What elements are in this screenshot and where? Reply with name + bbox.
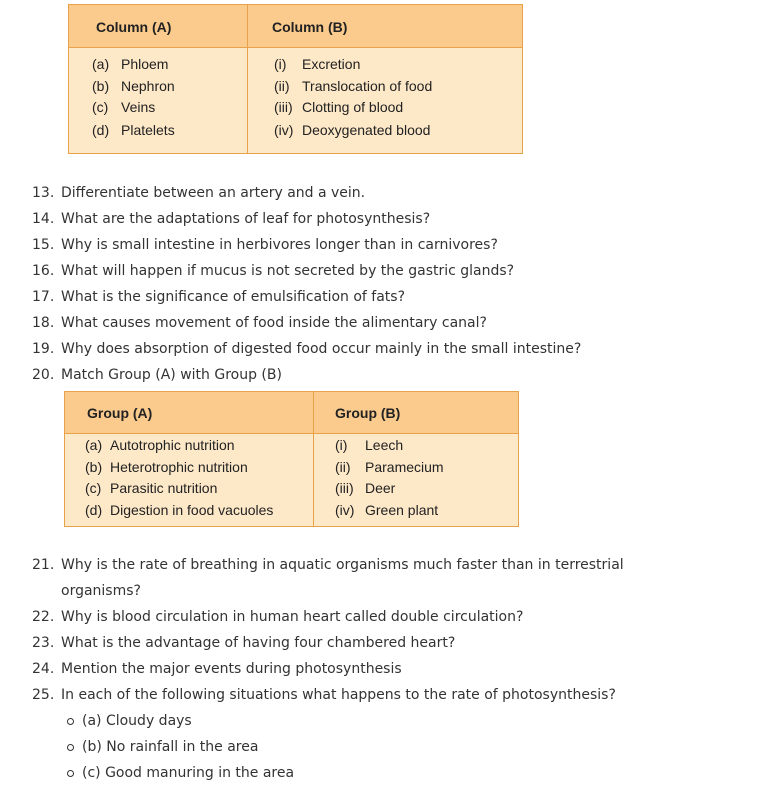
question-number: 24. <box>32 661 55 677</box>
header-divider <box>65 433 518 434</box>
group-b-header: Group (B) <box>335 405 401 421</box>
list-item <box>0 656 761 682</box>
table-row-a <box>92 99 155 115</box>
table-row-b <box>274 78 432 94</box>
question-text: What will happen if mucus is not secreted by the gastric glands? <box>61 263 515 279</box>
row-text: Clotting of blood <box>302 99 404 115</box>
question-text: What is the significance of emulsification of fats? <box>61 289 406 305</box>
list-item <box>0 362 761 388</box>
row-text: Green plant <box>365 502 439 518</box>
row-text: Digestion in food vacuoles <box>110 502 274 518</box>
header-divider <box>69 47 522 48</box>
question-text: Why does absorption of digested food occur mainly in the small intestine? <box>61 341 582 357</box>
row-text: Phloem <box>121 56 169 72</box>
list-item <box>0 180 761 206</box>
row-marker: (iii) <box>274 99 293 115</box>
list-item <box>0 258 761 284</box>
table-row-b <box>335 459 444 475</box>
question-number: 25. <box>32 687 55 703</box>
circle-bullet-icon <box>67 770 74 777</box>
situation-text: (b) No rainfall in the area <box>82 739 259 755</box>
question-number: 14. <box>32 211 55 227</box>
situation-text: (c) Good manuring in the area <box>82 765 295 781</box>
circle-bullet-icon <box>67 718 74 725</box>
row-text: Excretion <box>302 56 361 72</box>
row-text: Autotrophic nutrition <box>110 437 235 453</box>
question-list-continued <box>0 552 761 708</box>
row-marker: (a) <box>85 437 103 453</box>
row-marker: (ii) <box>274 78 290 94</box>
list-item <box>0 630 761 656</box>
column-divider <box>247 5 248 153</box>
list-item <box>0 310 761 336</box>
table-row-b <box>274 99 403 115</box>
row-marker: (c) <box>85 480 102 496</box>
table-row-b <box>335 480 395 496</box>
question-number: 17. <box>32 289 55 305</box>
question-text: Why is the rate of breathing in aquatic organisms much faster than in terrestrial <box>61 557 624 573</box>
row-text: Nephron <box>121 78 175 94</box>
question-number: 23. <box>32 635 55 651</box>
question-text: Mention the major events during photosynthesis <box>61 661 402 677</box>
row-marker: (c) <box>92 99 109 115</box>
group-a-header: Group (A) <box>87 405 153 421</box>
table-row-a <box>85 437 235 453</box>
list-item <box>67 760 294 786</box>
match-table-groups <box>64 391 519 527</box>
table-row-a <box>85 459 248 475</box>
question-text-continued: organisms? <box>61 583 141 599</box>
list-item <box>0 232 761 258</box>
row-marker: (d) <box>92 122 110 138</box>
list-item <box>0 206 761 232</box>
row-marker: (b) <box>85 459 103 475</box>
situation-list <box>67 708 294 786</box>
table-row-a <box>85 480 217 496</box>
table-row-b <box>335 437 403 453</box>
question-text: Why is blood circulation in human heart called double circulation? <box>61 609 524 625</box>
row-text: Paramecium <box>365 459 444 475</box>
table-row-a <box>85 502 273 518</box>
row-text: Platelets <box>121 122 175 138</box>
question-number: 20. <box>32 367 55 383</box>
table-row-b <box>274 56 360 72</box>
question-number: 16. <box>32 263 55 279</box>
row-marker: (iv) <box>335 502 355 518</box>
row-text: Deer <box>365 480 396 496</box>
list-item <box>67 708 294 734</box>
list-item <box>0 682 761 708</box>
row-text: Parasitic nutrition <box>110 480 218 496</box>
list-item <box>0 284 761 310</box>
table-row-b <box>274 122 430 138</box>
table-row-b <box>335 502 438 518</box>
question-number: 18. <box>32 315 55 331</box>
question-text: What causes movement of food inside the alimentary canal? <box>61 315 487 331</box>
row-text: Translocation of food <box>302 78 433 94</box>
question-number: 19. <box>32 341 55 357</box>
row-marker: (i) <box>274 56 287 72</box>
question-list <box>0 180 761 388</box>
question-text: In each of the following situations what happens to the rate of photosynthesis? <box>61 687 616 703</box>
situation-text: (a) Cloudy days <box>82 713 192 729</box>
row-text: Leech <box>365 437 404 453</box>
table-row-a <box>92 122 175 138</box>
row-marker: (d) <box>85 502 103 518</box>
row-marker: (ii) <box>335 459 351 475</box>
row-marker: (a) <box>92 56 110 72</box>
question-number: 21. <box>32 557 55 573</box>
list-item <box>0 552 761 604</box>
question-text: What is the advantage of having four chambered heart? <box>61 635 456 651</box>
match-table-columns <box>68 4 523 154</box>
row-text: Veins <box>121 99 156 115</box>
row-marker: (iv) <box>274 122 294 138</box>
question-number: 13. <box>32 185 55 201</box>
row-marker: (iii) <box>335 480 354 496</box>
row-text: Heterotrophic nutrition <box>110 459 248 475</box>
question-text: Why is small intestine in herbivores longer than in carnivores? <box>61 237 498 253</box>
list-item <box>67 734 294 760</box>
list-item <box>0 604 761 630</box>
column-a-header: Column (A) <box>96 19 172 35</box>
question-text: Differentiate between an artery and a vein. <box>61 185 366 201</box>
column-divider <box>313 392 314 526</box>
column-b-header: Column (B) <box>272 19 348 35</box>
question-number: 15. <box>32 237 55 253</box>
row-marker: (b) <box>92 78 110 94</box>
row-text: Deoxygenated blood <box>302 122 431 138</box>
row-marker: (i) <box>335 437 348 453</box>
question-text: Match Group (A) with Group (B) <box>61 367 282 383</box>
circle-bullet-icon <box>67 744 74 751</box>
table-row-a <box>92 78 175 94</box>
table-row-a <box>92 56 168 72</box>
question-number: 22. <box>32 609 55 625</box>
question-text: What are the adaptations of leaf for photosynthesis? <box>61 211 431 227</box>
list-item <box>0 336 761 362</box>
